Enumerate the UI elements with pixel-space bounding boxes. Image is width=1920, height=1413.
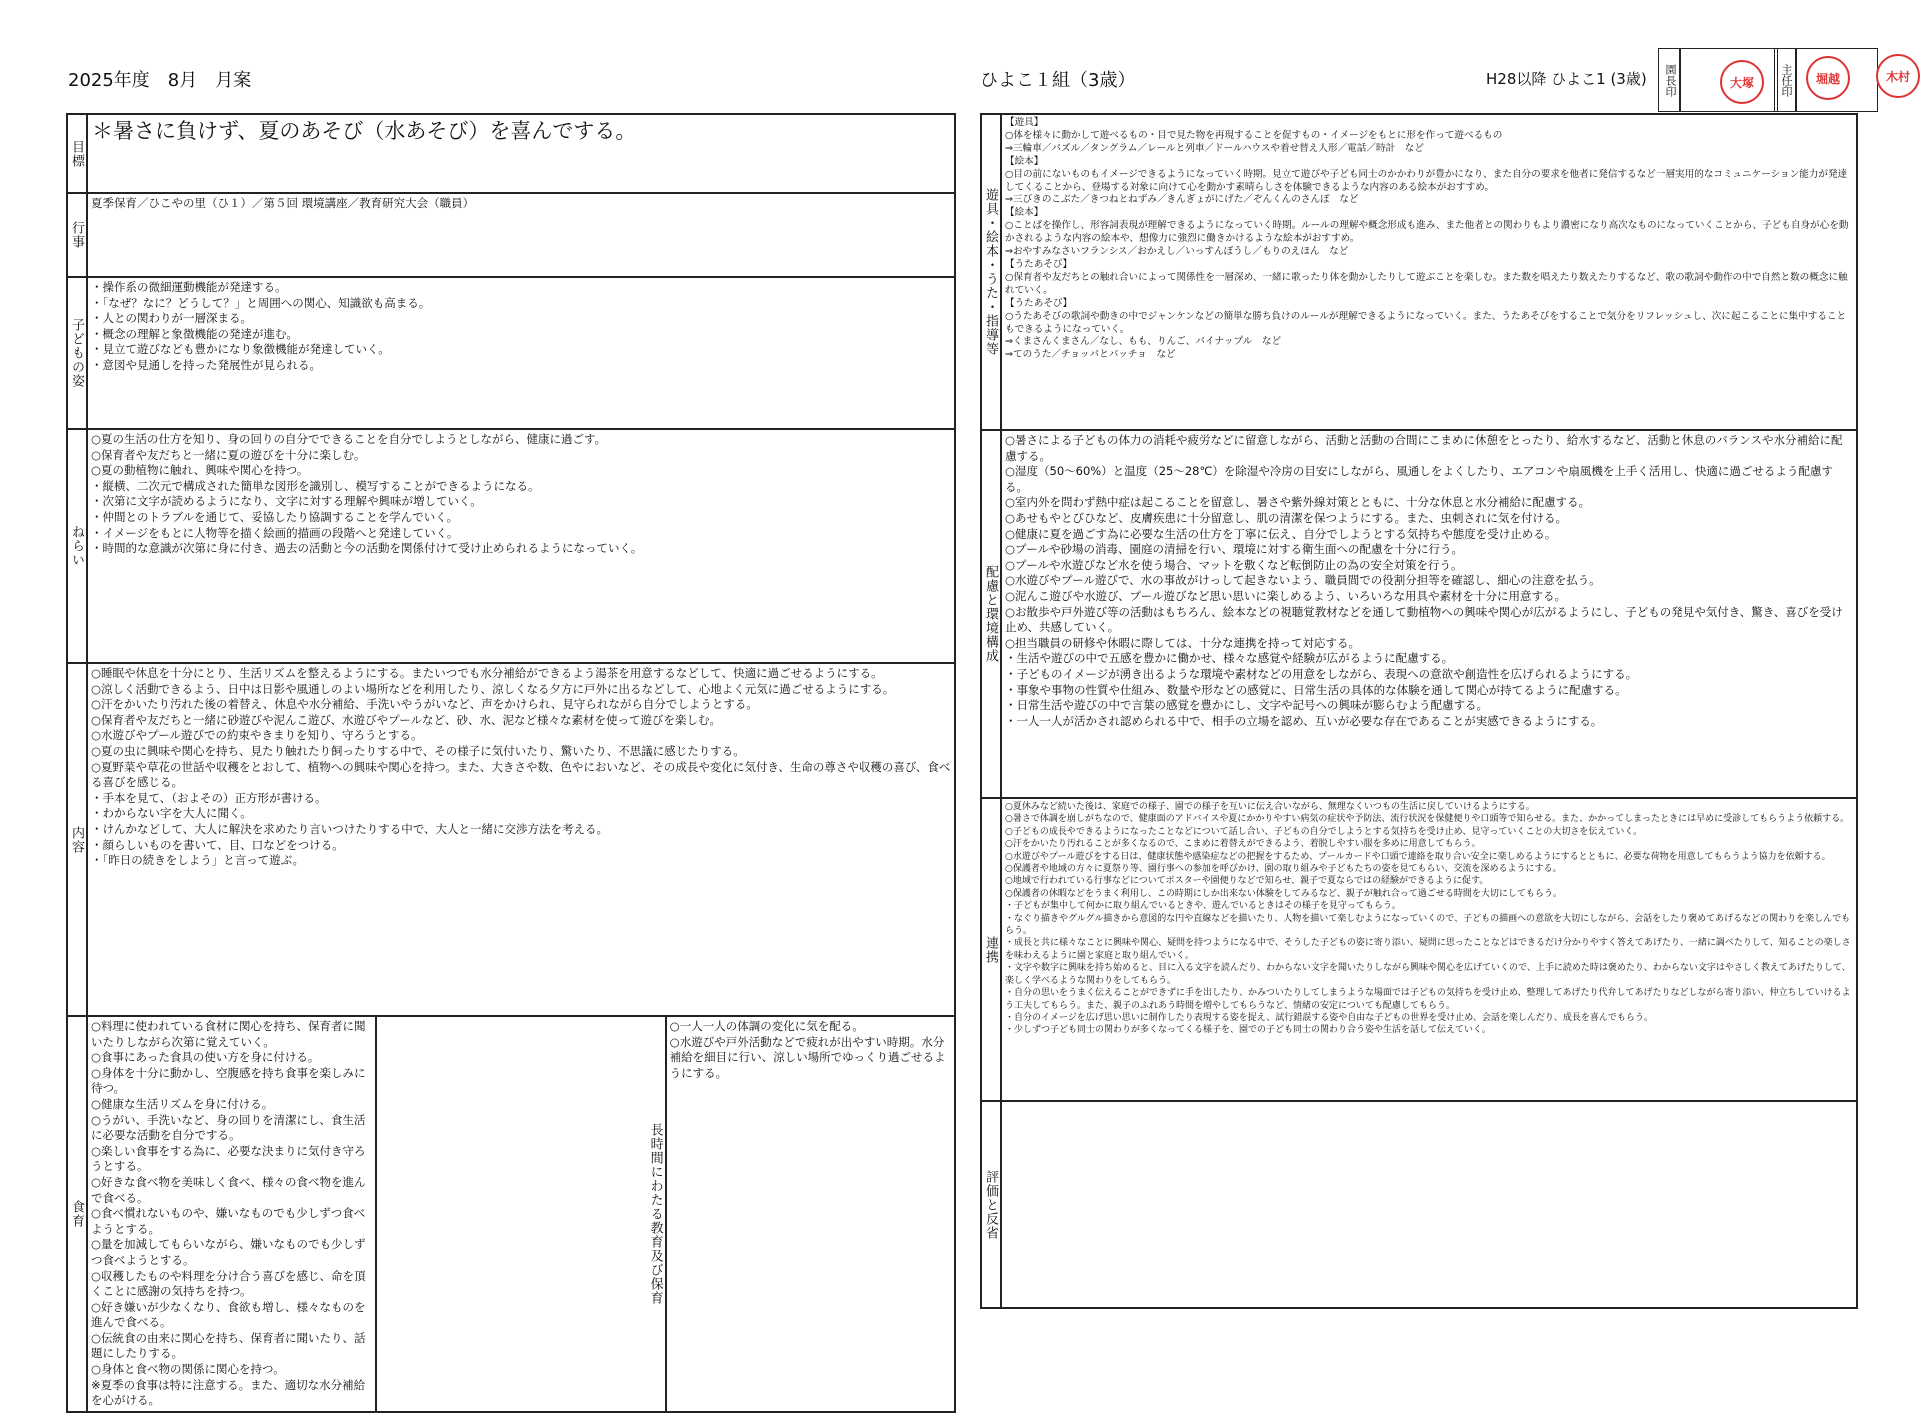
chief-stamp-label: 主任印	[1774, 48, 1796, 112]
events-text: 夏季保育／ひこやの里（ひ１）／第５回 環境講座／教育研究大会（職員）	[91, 196, 475, 210]
play-text: 【遊具】 ○体を様々に動かして遊べるもの・目で見た物を再現することを促すもの・イメージをもとに形を作って遊べるもの ⇒三輪車／パズル／タングラム／レールと列車／ドールハウスや着せ替え人形／電話／時計 など 【絵本】 ○目の前にないものもイメージできるようになっていく時期。見立て遊びや子ども同士のかかわりが豊かになり、また自分の要求を他者に発信するなど一層実用的なコミュニケーション能力が発達してくることから、登場する対象に向けて心を動かす素晴らしさを体験できるような内容のある絵本がおすすめ。 ⇒三びきのこぶた／きつねとねずみ／きんぎょがにげた／ぞんくんのさんぽ など 【絵本】 ○ことばを操作し、形容詞表現が理解できるようになっていく時期。ルールの理解や概念形成も進み、また他者との関わりもより濃密になり高次なものになっていくことから、子ども自身が心を動かされるような内容の絵本や、想像力に強烈に働きかけるような絵本がおすすめ。 ⇒おやすみなさいフランシス／おかえし／いっすんぼうし／もりのえほん など 【うたあそび】 ○保育者や友だちとの触れ合いによって関係性を一層深め、一緒に歌ったり体を動かしたりして遊ぶことを楽しむ。また数を唱えたり数えたりするなど、歌の歌詞や動作の中で自然と数の概念に触れていく。 【うたあそび】 ○うたあそびの歌詞や動きの中でジャンケンなどの簡単な勝ち負けのルールが理解できるようになっていく。また、うたあそびをすることで気分をリフレッシュし、次に起こることに集中することもできるようになっていく。 ⇒くまさんくまさん／なし、もも、りんご、パイナップル など ⇒てのうた／チョッパとパッチョ など	[1005, 117, 1849, 361]
right-plan-table	[980, 113, 1858, 1309]
principal-stamp-label: 園長印	[1658, 48, 1680, 112]
longtime-text: ○一人一人の体調の変化に気を配る。 ○水遊びや戸外活動などで疲れが出やすい時期。水分補給を細目に行い、涼しい場所でゆっくり過ごせるようにする。	[669, 1019, 946, 1080]
eval-text[interactable]	[1002, 1102, 1856, 1106]
principal-seal-text: 大塚	[1729, 75, 1754, 90]
child-text: ・操作系の微細運動機能が発達する。 ・「なぜ？なに？どうして？」と周囲への関心、知識欲も高まる。 ・人との関わりが一層深まる。 ・概念の理解と象徴機能の発達が進む。 ・見立て遊びなども豊かになり象徴機能が発達していく。 ・意図や見通しを持った発展性が見られる。	[91, 280, 431, 372]
food-label: 食育	[67, 1016, 87, 1412]
play-label: 遊具・絵本・うた・指導等	[981, 114, 1001, 430]
eval-label: 評価と反省	[981, 1101, 1001, 1308]
longtime-label: 長時間にわたる教育及び保育	[376, 1016, 665, 1412]
content-label: 内容	[67, 663, 87, 1016]
goal-label: 目標	[67, 114, 87, 193]
left-plan-table	[66, 113, 956, 1413]
staff-seal-text: 木村	[1885, 69, 1910, 84]
coop-text: ○夏休みなど続いた後は、家庭での様子、園での様子を互いに伝え合いながら、無理なくいつもの生活に戻していけるようにする。 ○暑さで体調を崩しがちなので、健康面のアドバイスや夏にかかりやすい病気の症状や予防法、流行状況を保健便りや口頭等で知らせる。また、かかってしまったときには早めに受診してもらうよう依頼する。 ○子どもの成長やできるようになったことなどについて話し合い、子どもの自分でしようとする気持ちを受け止め、見守っていくことの大切さを伝えていく。 ○汗をかいたり汚れることが多くなるので、こまめに着替えができるよう、着脱しやすい服を多めに用意してもらう。 ○水遊びやプール遊びをする日は、健康状態や感染症などの把握をするため、プールカードや口頭で連絡を取り合い安全に楽しめるようにするとともに、必要な荷物を用意してもらうよう協力を依頼する。 ○保護者や地域の方々に夏祭り等、園行事への参加を呼びかけ、園の取り組みや子どもたちの姿を見てもらい、交流を深めるようにする。 ○地域で行われている行事などについてポスターや園便りなどで知らせ、親子で夏ならではの経験ができるように促す。 ○保護者の休暇などをうまく利用し、この時期にしか出来ない体験をしてみるなど、親子が触れ合って過ごせる時間を大切にしてもらう。 ・子どもが集中して何かに取り組んでいるときや、遊んでいるときはその様子を見守ってもらう。 ・なぐり描きやグルグル描きから意図的な円や直線などを描いたり、人物を描いて楽しむようになっていくので、子どもの描画への意欲を大切にしながら、会話をしたり褒めてあげるなどの関わりを楽しんでもらう。 ・成長と共に様々なことに興味や関心、疑問を持つようになる中で、そうした子どもの姿に寄り添い、疑問に思ったことなどはできるだけ分かりやすく答えてあげたり、一緒に調べたりして、知ることの楽しさを味わえるように園と家庭と取り組んでいく。 ・文字や数字に興味を持ち始めると、目に入る文字を読んだり、わからない文字を聞いたりしながら興味や関心を広げていくので、上手に読めた時は褒めたり、わからない文字はやさしく教えてあげたりして、楽しく学べるような関わりをしてもらう。 ・自分の思いをうまく伝えることができずに手を出したり、かみついたりしてしまうような場面では子どもの気持ちを受け止め、整理してあげたり代弁してあげたりなどしながら寄り添い、仲立ちしていけるよう工夫してもらう。また、親子のふれあう時間を増やしてもらうなど、情緒の安定についても配慮してもらう。 ・自分のイメージを広げ思い思いに制作したり表現する姿を捉え、試行錯誤する姿や自由な子どもの世界を受け止め、会話を楽しんだり、成長を喜んでもらう。 ・少しずつ子ども同士の関わりが多くなってくる様子を、園での子ども同士の関わり合う姿や生活を話して伝えていく。	[1005, 802, 1851, 1036]
template-label: H28以降 ひよこ1 (3歳)	[1486, 70, 1647, 88]
chief-seal-text: 堀越	[1815, 71, 1840, 86]
care-text: ○暑さによる子どもの体力の消耗や疲労などに留意しながら、活動と活動の合間にこまめに休憩をとったり、給水するなど、活動と休息のバランスや水分補給に配慮する。 ○湿度（50〜60%）と温度（25〜28℃）を除湿や冷房の目安にしながら、風通しをよくしたり、エアコンや扇風機を上手く活用し、快適に過ごせるよう配慮する。 ○室内外を問わず熱中症は起こることを留意し、暑さや紫外線対策とともに、十分な休息と水分補給に配慮する。 ○あせもやとびひなど、皮膚疾患に十分留意し、肌の清潔を保つようにする。また、虫刺されに気を付ける。 ○健康に夏を過ごす為に必要な生活の仕方を丁寧に伝え、自分でしようとする気持ちや態度を受け止める。 ○プールや砂場の消毒、園庭の清掃を行い、環境に対する衛生面への配慮を十分に行う。 ○プールや水遊びなど水を使う場合、マットを敷くなど転倒防止の為の安全対策を行う。 ○水遊びやプール遊びで、水の事故がけっして起きないよう、職員間での役割分担等を確認し、細心の注意を払う。 ○泥んこ遊びや水遊び、プール遊びなど思い思いに楽しめるよう、いろいろな用具や素材を十分に用意する。 ○お散歩や戸外遊び等の活動はもちろん、絵本などの視聴覚教材などを通して動植物への興味や関心が広がるようにし、子どもの発見や気付き、驚き、喜びを受け止め、共感していく。 ○担当職員の研修や休暇に際しては、十分な連携を持って対応する。 ・生活や遊びの中で五感を豊かに働かせ、様々な感覚や経験が広がるように配慮する。 ・子どものイメージが湧き出るような環境や素材などの用意をしながら、表現への意欲や創造性を広げられるようにする。 ・事象や事物の性質や仕組み、数量や形などの感覚に、日常生活の具体的な体験を通して関心が持てるように配慮する。 ・日常生活や遊びの中で言葉の感覚を豊かにし、文字や記号への興味が膨らむよう配慮する。 ・一人一人が活かされ認められる中で、相手の立場を認め、互いが必要な存在であることが実感できるようにする。	[1005, 433, 1843, 728]
care-label: 配慮と環境構成	[981, 430, 1001, 798]
content-text: ○睡眠や休息を十分にとり、生活リズムを整えるようにする。またいつでも水分補給ができるよう湯茶を用意するなどして、快適に過ごせるようにする。 ○涼しく活動できるよう、日中は日影や風通しのよい場所などを利用したり、涼しくなる夕方に戸外に出るなどして、心地よく元気に過ごせるようにする。 ○汗をかいたり汚れた後の着替え、休息や水分補給、手洗いやうがいなど、声をかけられ、見守られながら自分でしようとする。 ○保育者や友だちと一緒に砂遊びや泥んこ遊び、水遊びやプールなど、砂、水、泥など様々な素材を使って遊びを楽しむ。 ○水遊びやプール遊びでの約束やきまりを知り、守ろうとする。 ○夏の虫に興味や関心を持ち、見たり触れたり飼ったりする中で、その様子に気付いたり、驚いたり、不思議に感じたりする。 ○夏野菜や草花の世話や収穫をとおして、植物への興味や関心を持つ。また、大きさや数、色やにおいなど、その成長や変化に気付き、生命の尊さや収穫の喜び、食べる喜びを感じる。 ・手本を見て、（およその）正方形が書ける。 ・わからない字を大人に聞く。 ・けんかなどして、大人に解決を求めたり言いつけたりする中で、大人と一緒に交渉方法を考える。 ・顔らしいものを書いて、目、口などをつける。 ・「昨日の続きをしよう」と言って遊ぶ。	[91, 666, 951, 868]
aims-text: ○夏の生活の仕方を知り、身の回りの自分でできることを自分でしようとしながら、健康に過ごす。 ○保育者や友だちと一緒に夏の遊びを十分に楽しむ。 ○夏の動植物に触れ、興味や関心を持つ。 ・縦横、二次元で構成された簡単な図形を識別し、模写することができるようになる。 ・次第に文字が読めるようになり、文字に対する理解や興味が増していく。 ・仲間とのトラブルを通じて、妥協したり協調することを学んでいく。 ・イメージをもとに人物等を描く絵画的描画の段階へと発達していく。 ・時間的な意識が次第に身に付き、過去の活動と今の活動を関係付けて受け止められるようになっていく。	[91, 432, 643, 556]
food-text: ○料理に使われている食材に関心を持ち、保育者に聞いたりしながら次第に覚えていく。 ○食事にあった食具の使い方を身に付ける。 ○身体を十分に動かし、空腹感を持ち食事を楽しみに待つ。 ○健康な生活リズムを身に付ける。 ○うがい、手洗いなど、身の回りを清潔にし、食生活に必要な活動を自分でする。 ○楽しい食事をする為に、必要な決まりに気付き守ろうとする。 ○好きな食べ物を美味しく食べ、様々の食べ物を進んで食べる。 ○食べ慣れないものや、嫌いなものでも少しずつ食べようとする。 ○量を加減してもらいながら、嫌いなものでも少しずつ食べようとする。 ○収穫したものや料理を分け合う喜びを感じ、命を頂くことに感謝の気持ちを持つ。 ○好き嫌いが少なくなり、食欲も増し、様々なものを進んで食べる。 ○伝統食の由来に関心を持ち、保育者に聞いたり、話題にしたりする。 ○身体と食べ物の関係に関心を持つ。 ※夏季の食事は特に注意する。また、適切な水分補給を心がける。	[91, 1019, 366, 1408]
coop-label: 連携	[981, 798, 1001, 1101]
aims-label: ねらい	[67, 429, 87, 663]
class-name: ひよこ１組（3歳）	[980, 70, 1136, 91]
plan-title: 2025年度 8月 月案	[68, 70, 252, 91]
chief-seal	[1806, 56, 1850, 100]
goal-text: ＊暑さに負けず、夏のあそび（水あそび）を喜んでする。	[92, 119, 637, 143]
staff-seal	[1876, 54, 1920, 98]
child-label: 子どもの姿	[67, 277, 87, 429]
events-label: 行事	[67, 193, 87, 277]
principal-seal	[1720, 60, 1764, 104]
